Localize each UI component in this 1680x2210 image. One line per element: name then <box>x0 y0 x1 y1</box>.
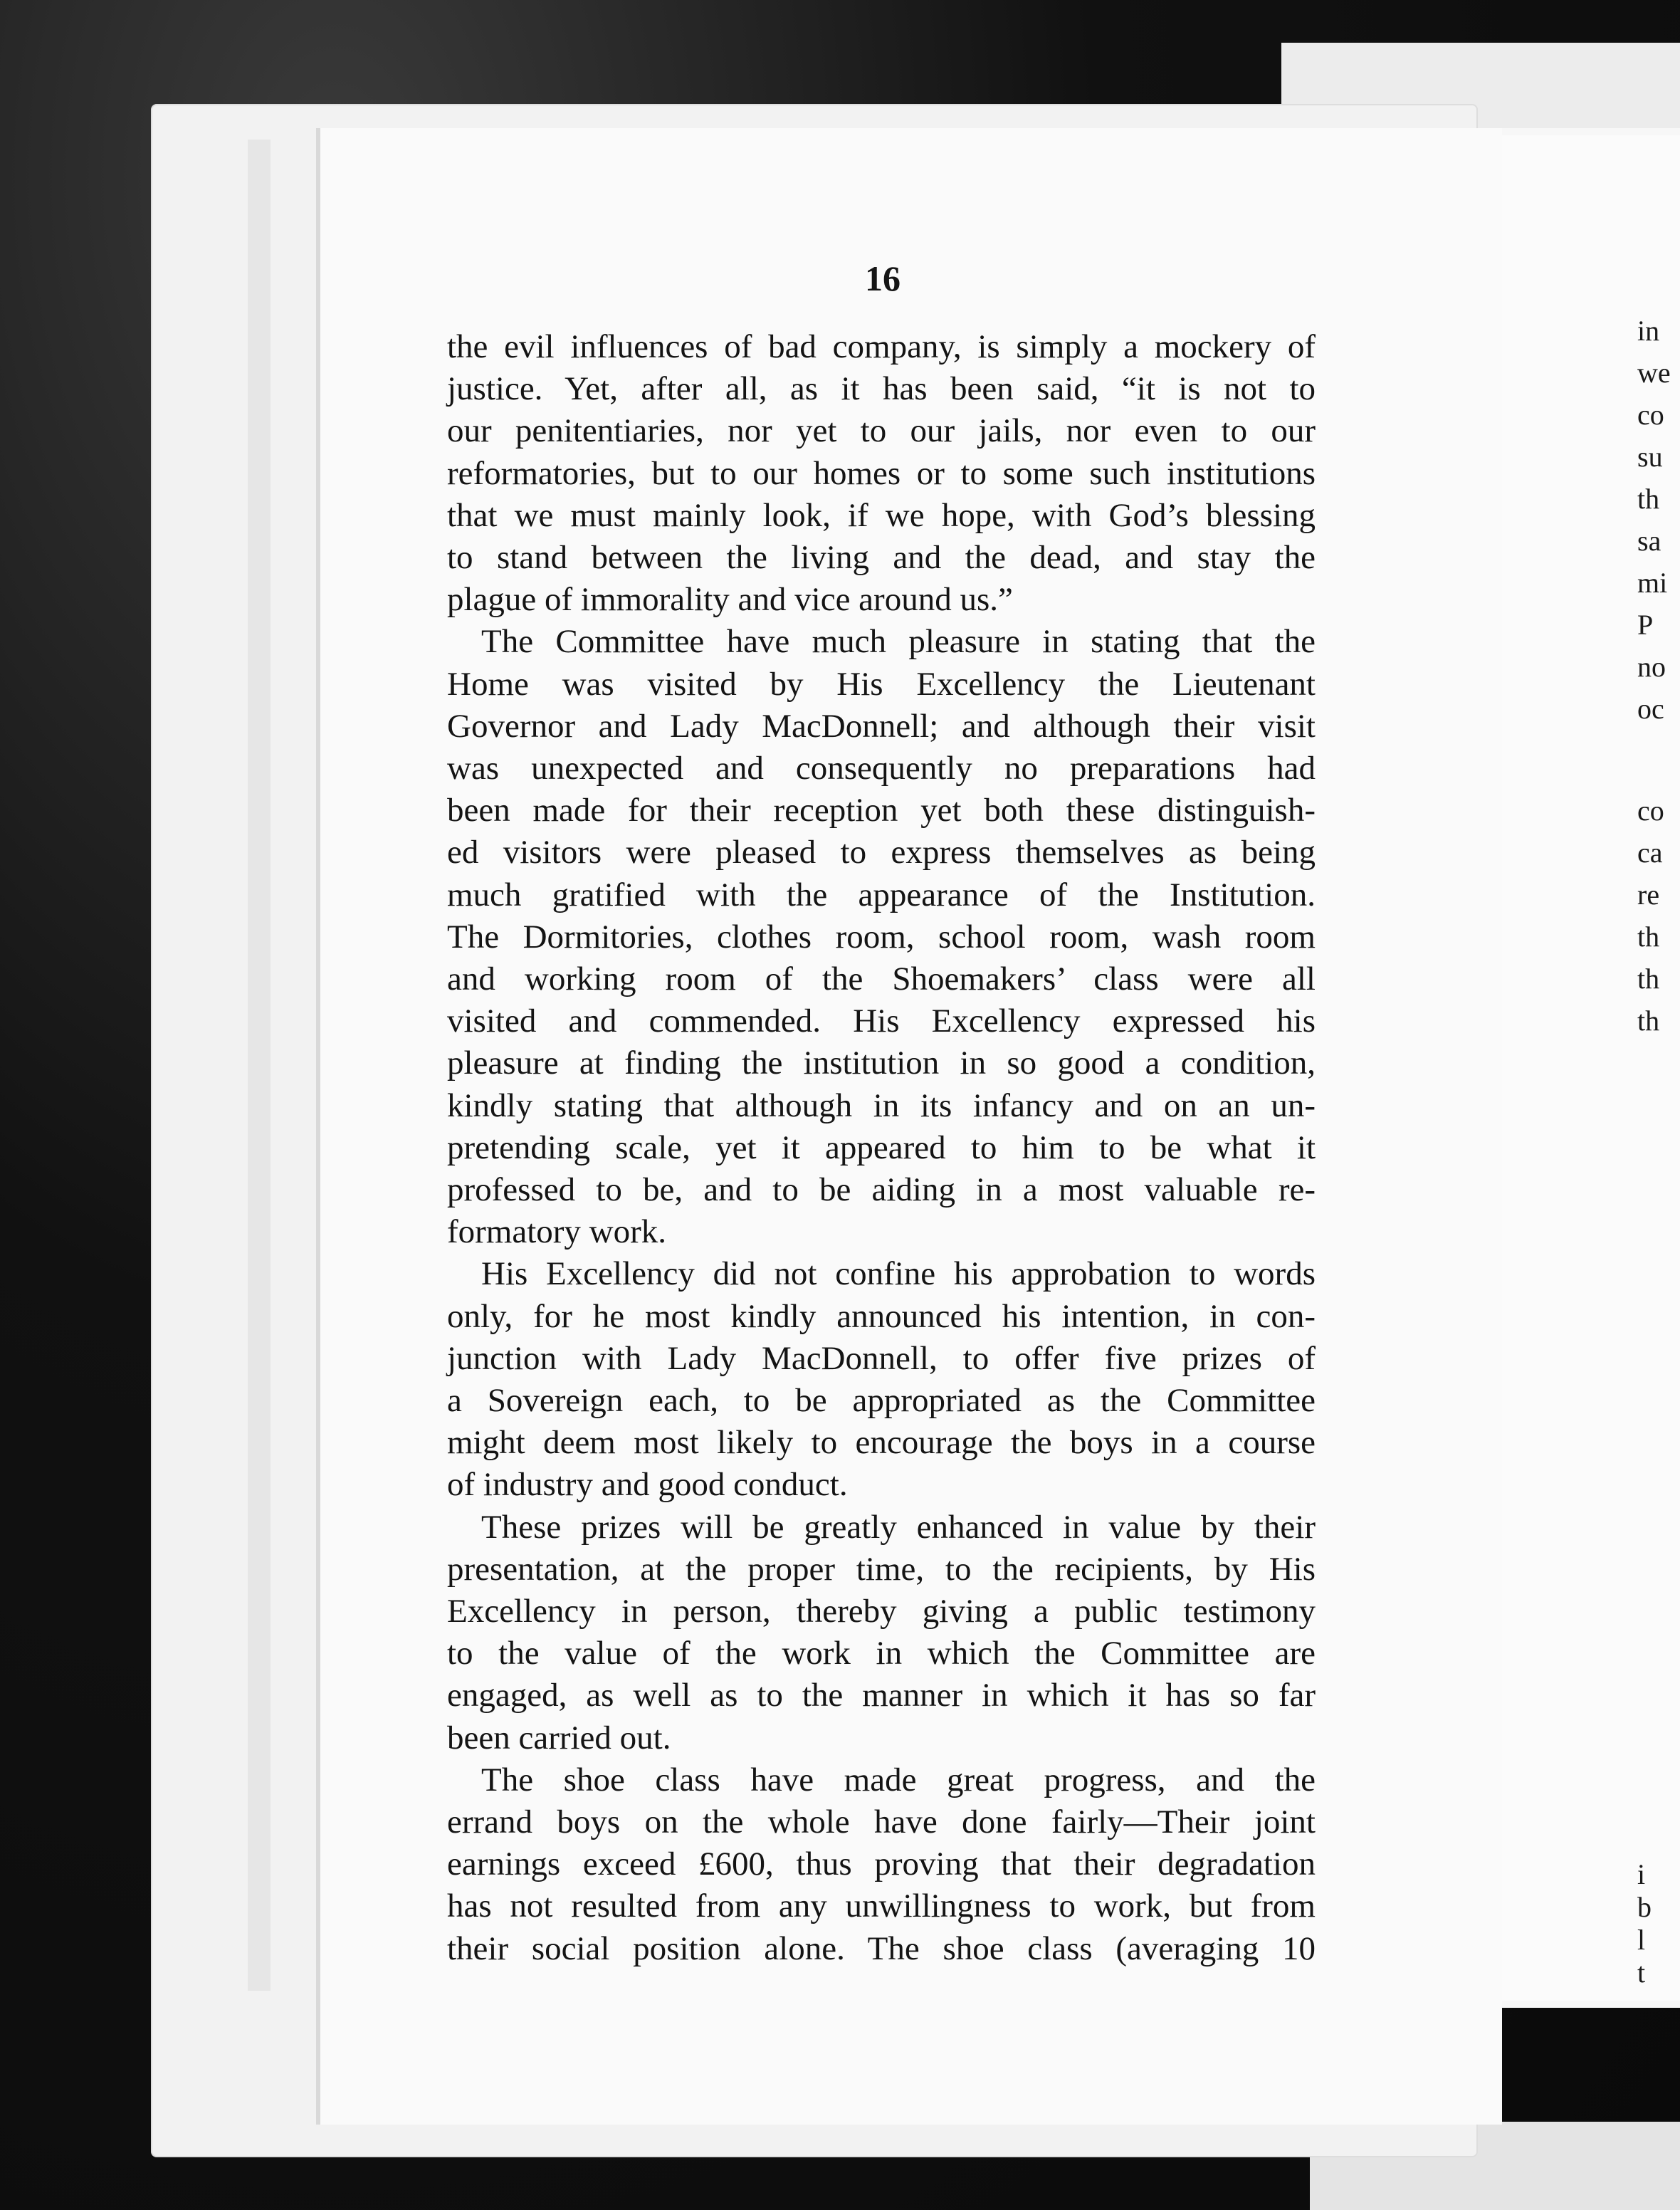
text-line: plague of immorality and vice around us.” <box>447 581 1013 618</box>
text-line: their social position alone. The shoe class (averaging 10 <box>447 1930 1316 1967</box>
text-line: to stand between the living and the dead, and stay the <box>447 539 1316 576</box>
facing-text-fragment: b <box>1637 1891 1652 1923</box>
text-line: been made for their reception yet both these distinguish- <box>447 792 1316 829</box>
text-line: errand boys on the whole have done fairly—Their joint <box>447 1803 1316 1840</box>
facing-text-fragment: re <box>1637 879 1660 911</box>
text-line: pleasure at finding the institution in so good a condition, <box>447 1044 1316 1082</box>
text-line: of industry and good conduct. <box>447 1466 848 1503</box>
facing-text-fragment: i <box>1637 1858 1646 1890</box>
text-line: our penitentiaries, nor yet to our jails, nor even to our <box>447 412 1316 449</box>
facing-text-fragment: in <box>1637 315 1660 347</box>
text-line: a Sovereign each, to be appropriated as the Committee <box>447 1382 1316 1419</box>
facing-text-fragment: no <box>1637 651 1666 683</box>
facing-text-fragment: ca <box>1637 837 1663 869</box>
text-line: to the value of the work in which the Committee are <box>447 1635 1316 1672</box>
text-line: has not resulted from any unwillingness to work, but from <box>447 1887 1316 1924</box>
text-line: and working room of the Shoemakers’ class were all <box>447 960 1316 997</box>
text-line: His Excellency did not confine his approbation to words <box>481 1255 1316 1292</box>
text-line: much gratified with the appearance of the Institution. <box>447 876 1316 913</box>
text-line: ed visitors were pleased to express themselves as being <box>447 834 1316 871</box>
text-line: pretending scale, yet it appeared to him to be what it <box>447 1129 1316 1166</box>
text-line: only, for he most kindly announced his intention, in con- <box>447 1298 1316 1335</box>
text-line: engaged, as well as to the manner in which it has so far <box>447 1677 1316 1714</box>
facing-text-fragment: mi <box>1637 567 1668 599</box>
page-number: 16 <box>865 258 901 298</box>
text-line: formatory work. <box>447 1213 667 1250</box>
text-line: might deem most likely to encourage the boys in a course <box>447 1424 1316 1461</box>
text-line: was unexpected and consequently no preparations had <box>447 750 1316 787</box>
text-line: The Dormitories, clothes room, school room, wash room <box>447 918 1316 955</box>
text-line: that we must mainly look, if we hope, with God’s blessing <box>447 497 1316 534</box>
text-line: Home was visited by His Excellency the Lieutenant <box>447 666 1316 703</box>
text-line: justice. Yet, after all, as it has been said, “it is not to <box>447 370 1316 407</box>
text-line: the evil influences of bad company, is simply a mockery of <box>447 328 1316 365</box>
text-line: junction with Lady MacDonnell, to offer five prizes of <box>447 1340 1316 1377</box>
facing-text-fragment: co <box>1637 399 1664 431</box>
facing-text-fragment: th <box>1637 921 1660 953</box>
facing-text-fragment: th <box>1637 1005 1660 1037</box>
facing-text-fragment: t <box>1637 1957 1646 1989</box>
text-line: The shoe class have made great progress, and the <box>481 1761 1316 1798</box>
text-line: Governor and Lady MacDonnell; and although their visit <box>447 708 1316 745</box>
facing-text-fragment: th <box>1637 483 1660 515</box>
page-edge-strip <box>248 140 271 1991</box>
text-line: kindly stating that although in its infancy and on an un- <box>447 1087 1316 1124</box>
text-line: These prizes will be greatly enhanced in value by their <box>481 1509 1316 1546</box>
facing-text-fragment: l <box>1637 1924 1646 1956</box>
facing-text-fragment: th <box>1637 963 1660 995</box>
facing-text-fragment: sa <box>1637 525 1661 557</box>
facing-text-fragment: co <box>1637 795 1664 827</box>
facing-text-fragment: oc <box>1637 693 1664 725</box>
facing-text-fragment: P <box>1637 609 1654 641</box>
facing-text-fragment: su <box>1637 441 1663 473</box>
text-line: Excellency in person, thereby giving a public testimony <box>447 1593 1316 1630</box>
text-line: visited and commended. His Excellency expressed his <box>447 1002 1316 1039</box>
facing-text-fragment: we <box>1637 357 1671 389</box>
text-line: presentation, at the proper time, to the recipients, by His <box>447 1551 1316 1588</box>
text-line: The Committee have much pleasure in stating that the <box>481 623 1316 660</box>
text-line: reformatories, but to our homes or to some such institutions <box>447 455 1316 492</box>
text-line: earnings exceed £600, thus proving that their degradation <box>447 1845 1316 1882</box>
text-line: been carried out. <box>447 1719 671 1756</box>
text-line: professed to be, and to be aiding in a most valuable re- <box>447 1171 1316 1208</box>
